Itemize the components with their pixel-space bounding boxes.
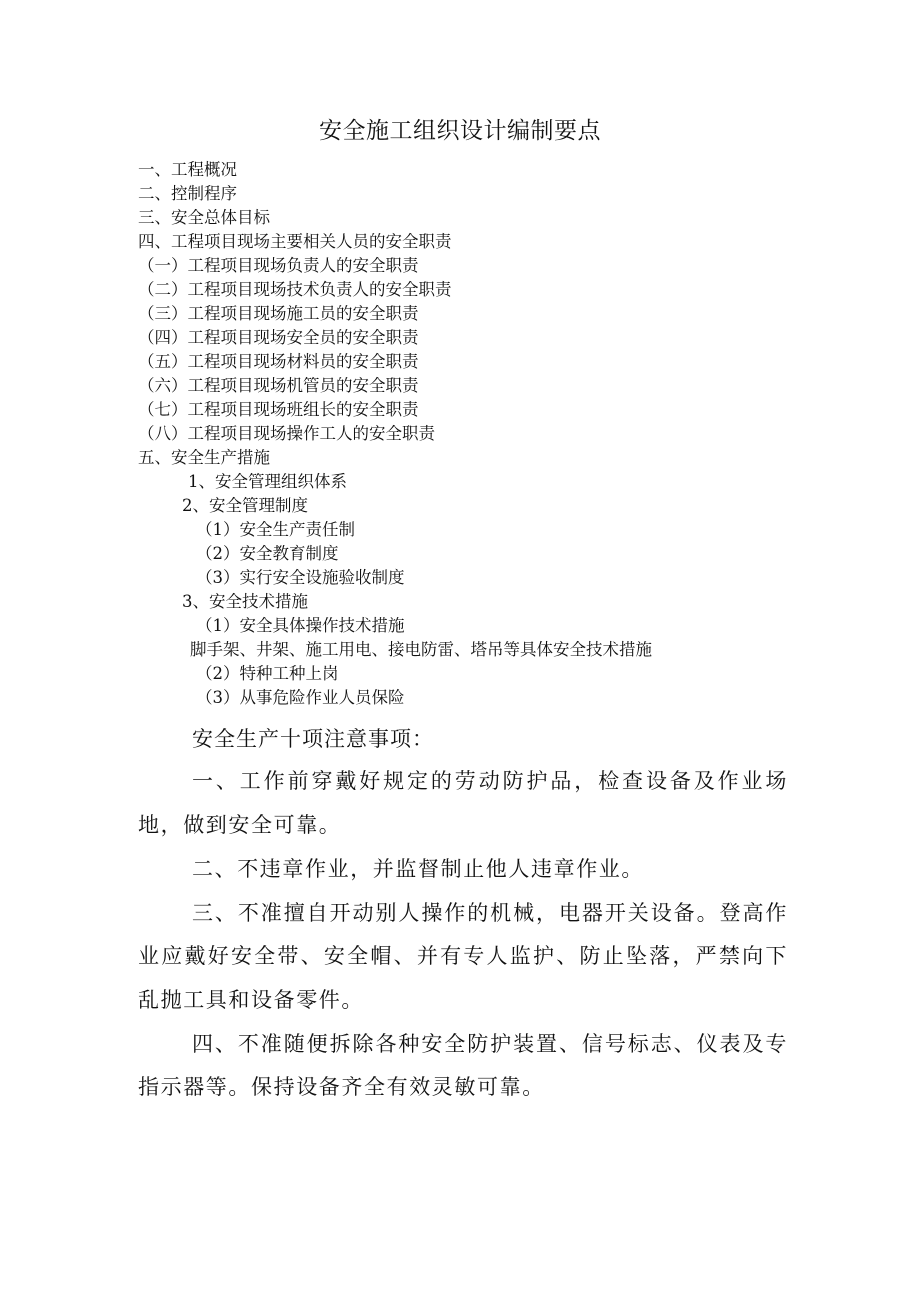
outline-item: （3）从事危险作业人员保险	[196, 688, 405, 707]
outline-item: （七）工程项目现场班组长的安全职责	[138, 400, 419, 419]
outline-item: （五）工程项目现场材料员的安全职责	[138, 352, 419, 371]
note-paragraph: 三、不准擅自开动别人操作的机械，电器开关设备。登高作业应戴好安全带、安全帽、并有专人监护、防止坠落，严禁向下乱抛工具和设备零件。	[138, 900, 788, 1012]
outline-item: （八）工程项目现场操作工人的安全职责	[138, 424, 435, 443]
outline-item: 一、工程概况	[138, 160, 237, 179]
outline-item: （三）工程项目现场施工员的安全职责	[138, 304, 419, 323]
outline-item: （四）工程项目现场安全员的安全职责	[138, 328, 419, 347]
outline-item: 四、工程项目现场主要相关人员的安全职责	[138, 232, 452, 251]
note-paragraph: 二、不违章作业，并监督制止他人违章作业。	[192, 856, 644, 881]
note-paragraph: 一、工作前穿戴好规定的劳动防护品，检查设备及作业场地，做到安全可靠。	[138, 769, 788, 837]
outline-item: 3、安全技术措施	[182, 592, 308, 611]
outline-item: （2）安全教育制度	[196, 544, 339, 563]
outline-list	[138, 158, 858, 710]
safety-notes-section	[138, 718, 788, 1110]
outline-item: 2、安全管理制度	[182, 496, 308, 515]
document-title: 安全施工组织设计编制要点	[319, 118, 601, 144]
outline-item: （3）实行安全设施验收制度	[196, 568, 405, 587]
outline-item: （2）特种工种上岗	[196, 664, 339, 683]
outline-item: （1）安全生产责任制	[196, 520, 355, 539]
outline-item: （1）安全具体操作技术措施	[196, 616, 405, 635]
outline-item: （一）工程项目现场负责人的安全职责	[138, 256, 419, 275]
outline-item: 五、安全生产措施	[138, 448, 270, 467]
notes-heading: 安全生产十项注意事项：	[192, 727, 434, 751]
outline-item: （二）工程项目现场技术负责人的安全职责	[138, 280, 452, 299]
outline-item: （六）工程项目现场机管员的安全职责	[138, 376, 419, 395]
outline-item: 三、安全总体目标	[138, 208, 270, 227]
outline-item: 二、控制程序	[138, 184, 237, 203]
outline-item: 1、安全管理组织体系	[188, 472, 347, 491]
note-paragraph: 四、不准随便拆除各种安全防护装置、信号标志、仪表及专指示器等。保持设备齐全有效灵敏可靠。	[138, 1031, 788, 1099]
outline-item: 脚手架、井架、施工用电、接电防雷、塔吊等具体安全技术措施	[190, 640, 652, 659]
